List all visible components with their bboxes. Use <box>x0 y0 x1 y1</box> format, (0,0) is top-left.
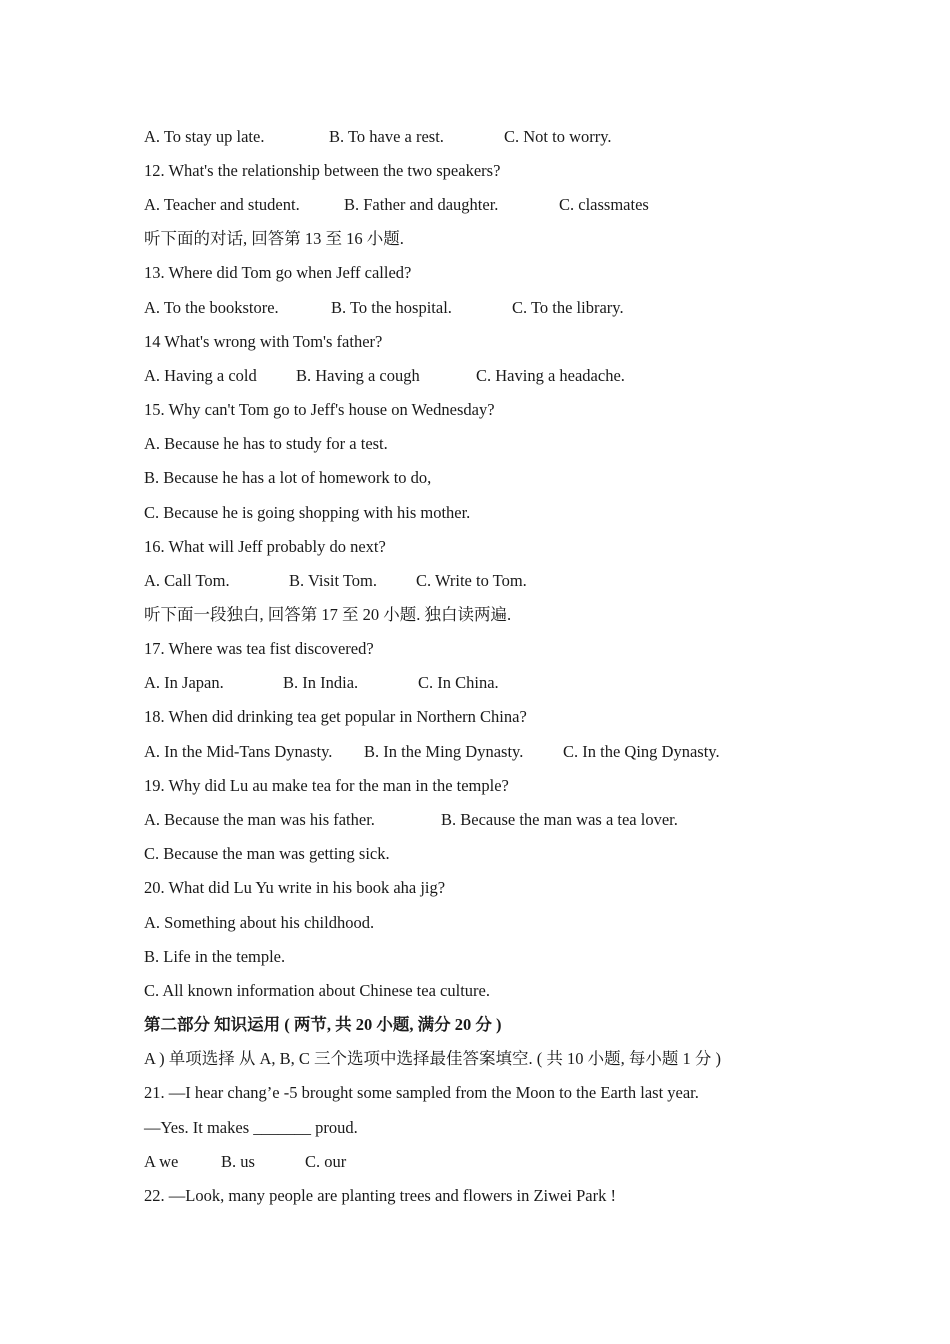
option-a: A. Teacher and student. <box>144 195 300 214</box>
option-b: B. us <box>221 1152 255 1171</box>
option-b: B. In India. <box>283 673 359 692</box>
question-20: 20. What did Lu Yu write in his book aha jig? <box>144 878 446 897</box>
option-c: C. Write to Tom. <box>416 571 527 590</box>
section-a-instruction: A ) 单项选择 从 A, B, C 三个选项中选择最佳答案填空. ( 共 10 小题, 每小题 1 分 ) <box>144 1049 722 1068</box>
option-c: C. Not to worry. <box>504 127 612 146</box>
option-c: C. classmates <box>559 195 649 214</box>
question-18: 18. When did drinking tea get popular in Northern China? <box>144 707 527 726</box>
option-b: B. Because the man was a tea lover. <box>441 810 678 829</box>
question-12: 12. What's the relationship between the two speakers? <box>144 161 501 180</box>
option-c: C. In China. <box>418 673 499 692</box>
part-two-heading: 第二部分 知识运用 ( 两节, 共 20 小题, 满分 20 分 ) <box>144 1015 502 1034</box>
question-17: 17. Where was tea fist discovered? <box>144 639 374 658</box>
section-instruction: 听下面一段独白, 回答第 17 至 20 小题. 独白读两遍. <box>144 605 512 624</box>
question-22: 22. —Look, many people are planting trees and flowers in Ziwei Park ! <box>144 1186 616 1205</box>
question-21: 21. —I hear chang’e -5 brought some sampled from the Moon to the Earth last year. <box>144 1083 699 1102</box>
q15-option-b: B. Because he has a lot of homework to do, <box>144 468 432 487</box>
question-19: 19. Why did Lu au make tea for the man in the temple? <box>144 776 509 795</box>
option-b: B. To have a rest. <box>329 127 444 146</box>
option-a: A we <box>144 1152 179 1171</box>
option-a: A. Having a cold <box>144 366 257 385</box>
option-a: A. In the Mid-Tans Dynasty. <box>144 742 333 761</box>
option-a: A. Call Tom. <box>144 571 230 590</box>
q20-option-a: A. Something about his childhood. <box>144 913 375 932</box>
option-a: A. To stay up late. <box>144 127 265 146</box>
question-13: 13. Where did Tom go when Jeff called? <box>144 263 412 282</box>
option-a: A. In Japan. <box>144 673 224 692</box>
section-instruction: 听下面的对话, 回答第 13 至 16 小题. <box>144 229 404 248</box>
question-14: 14 What's wrong with Tom's father? <box>144 332 383 351</box>
q20-option-b: B. Life in the temple. <box>144 947 286 966</box>
option-c: C. In the Qing Dynasty. <box>563 742 720 761</box>
option-b: B. Visit Tom. <box>289 571 378 590</box>
option-a: A. Because the man was his father. <box>144 810 375 829</box>
question-15: 15. Why can't Tom go to Jeff's house on Wednesday? <box>144 400 495 419</box>
q20-option-c: C. All known information about Chinese tea culture. <box>144 981 490 1000</box>
question-16: 16. What will Jeff probably do next? <box>144 537 386 556</box>
option-c: C. To the library. <box>512 298 624 317</box>
option-b: B. Having a cough <box>296 366 420 385</box>
option-b: B. Father and daughter. <box>344 195 499 214</box>
q19-option-c: C. Because the man was getting sick. <box>144 844 390 863</box>
option-c: C. Having a headache. <box>476 366 625 385</box>
option-c: C. our <box>305 1152 347 1171</box>
q15-option-c: C. Because he is going shopping with his mother. <box>144 503 471 522</box>
option-a: A. To the bookstore. <box>144 298 279 317</box>
question-21-reply: —Yes. It makes _______ proud. <box>144 1118 358 1137</box>
option-b: B. In the Ming Dynasty. <box>364 742 524 761</box>
q15-option-a: A. Because he has to study for a test. <box>144 434 388 453</box>
option-b: B. To the hospital. <box>331 298 452 317</box>
